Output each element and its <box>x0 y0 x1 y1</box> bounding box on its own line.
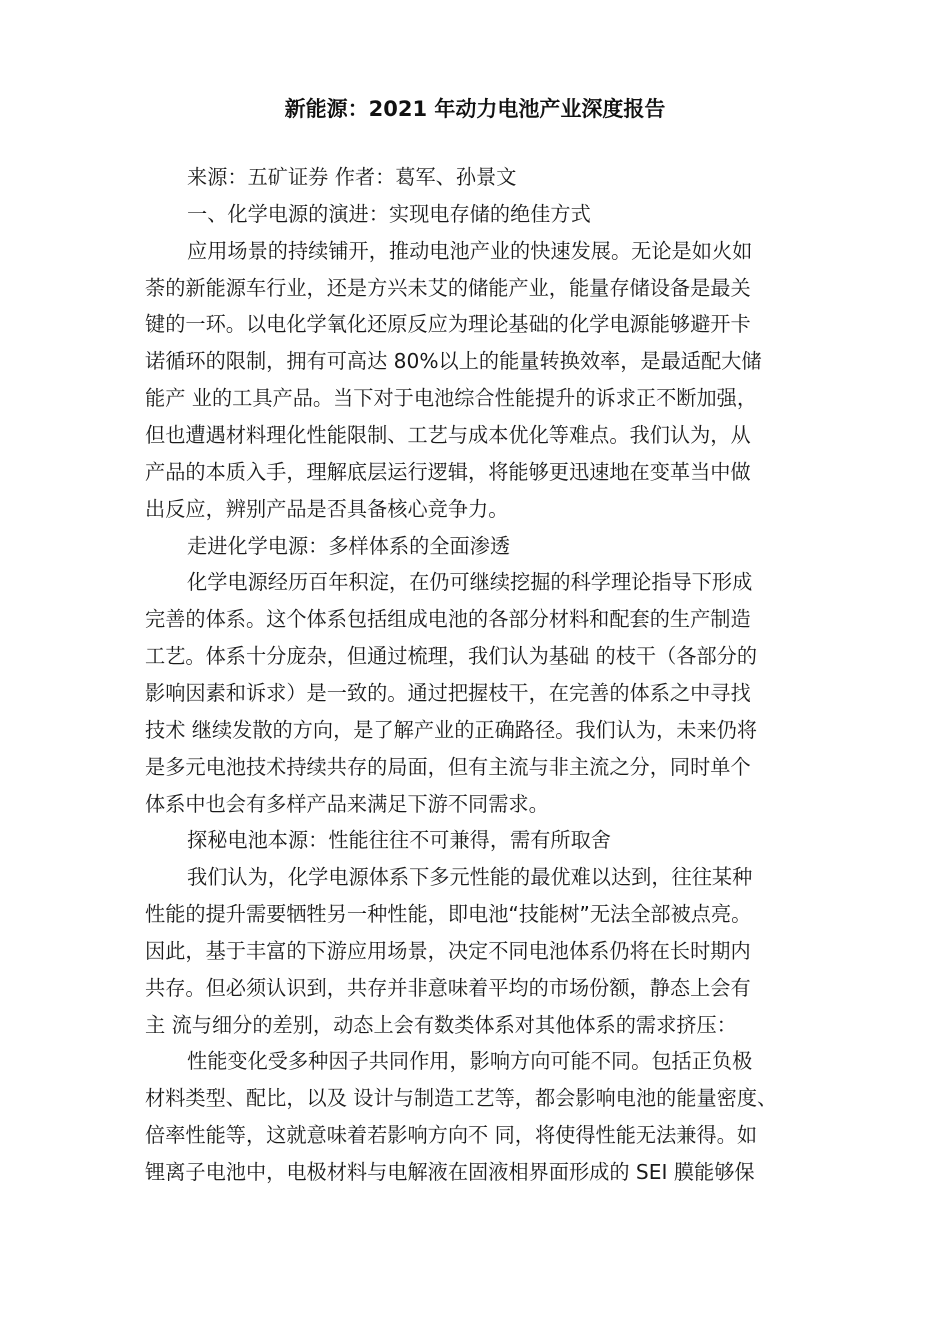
text-line: 走进化学电源：多样体系的全面渗透 <box>187 533 511 558</box>
text-line: 主 流与细分的差别，动态上会有数类体系对其他体系的需求挤压： <box>145 1012 737 1037</box>
document-title: 新能源：2021 年动力电池产业深度报告 <box>284 97 666 121</box>
text-line: 产品的本质入手，理解底层运行逻辑，将能够更迅速地在变革当中做 <box>145 459 751 484</box>
text-line: 倍率性能等，这就意味着若影响方向不 同，将使得性能无法兼得。如 <box>145 1123 758 1148</box>
text-line: 性能变化受多种因子共同作用，影响方向可能不同。包括正负极 <box>187 1049 753 1074</box>
text-line: 是多元电池技术持续共存的局面，但有主流与非主流之分，同时单个 <box>145 754 751 779</box>
text-line: 一、化学电源的演进：实现电存储的绝佳方式 <box>187 201 591 226</box>
text-line: 锂离子电池中，电极材料与电解液在固液相界面形成的 SEI 膜能够保 <box>145 1160 755 1184</box>
text-line: 材料类型、配比，以及 设计与制造工艺等，都会影响电池的能量密度、 <box>145 1086 778 1111</box>
text-line: 但也遭遇材料理化性能限制、工艺与成本优化等难点。我们认为，从 <box>145 422 751 447</box>
text-line: 出反应，辨别产品是否具备核心竞争力。 <box>145 496 509 521</box>
text-line: 应用场景的持续铺开，推动电池产业的快速发展。无论是如火如 <box>187 238 753 263</box>
text-line: 荼的新能源车行业，还是方兴未艾的储能产业，能量存储设备是最关 <box>145 275 751 300</box>
text-line: 工艺。体系十分庞杂，但通过梳理，我们认为基础 的枝干（各部分的 <box>145 644 758 668</box>
text-line: 探秘电池本源：性能往往不可兼得，需有所取舍 <box>187 828 611 853</box>
text-line: 我们认为，化学电源体系下多元性能的最优难以达到，往往某种 <box>187 865 753 890</box>
text-line: 完善的体系。这个体系包括组成电池的各部分材料和配套的生产制造 <box>145 607 751 632</box>
text-line: 体系中也会有多样产品来满足下游不同需求。 <box>145 791 549 816</box>
text-line: 技术 继续发散的方向，是了解产业的正确路径。我们认为，未来仍将 <box>145 717 758 742</box>
text-line: 化学电源经历百年积淀，在仍可继续挖掘的科学理论指导下形成 <box>187 570 753 595</box>
text-line: 共存。但必须认识到，共存并非意味着平均的市场份额，静态上会有 <box>145 975 751 1000</box>
text-line: 能产 业的工具产品。当下对于电池综合性能提升的诉求正不断加强， <box>145 386 758 411</box>
text-line: 来源：五矿证券 作者：葛军、孙景文 <box>187 165 517 189</box>
text-line: 性能的提升需要牺牲另一种性能，即电池“技能树”无法全部被点亮。 <box>145 902 752 926</box>
text-line: 键的一环。以电化学氧化还原反应为理论基础的化学电源能够避开卡 <box>145 312 751 337</box>
text-line: 影响因素和诉求）是一致的。通过把握枝干，在完善的体系之中寻找 <box>145 680 751 705</box>
text-line: 因此，基于丰富的下游应用场景，决定不同电池体系仍将在长时期内 <box>145 938 751 963</box>
text-line: 诺循环的限制，拥有可高达 80%以上的能量转换效率，是最适配大储 <box>145 349 762 374</box>
